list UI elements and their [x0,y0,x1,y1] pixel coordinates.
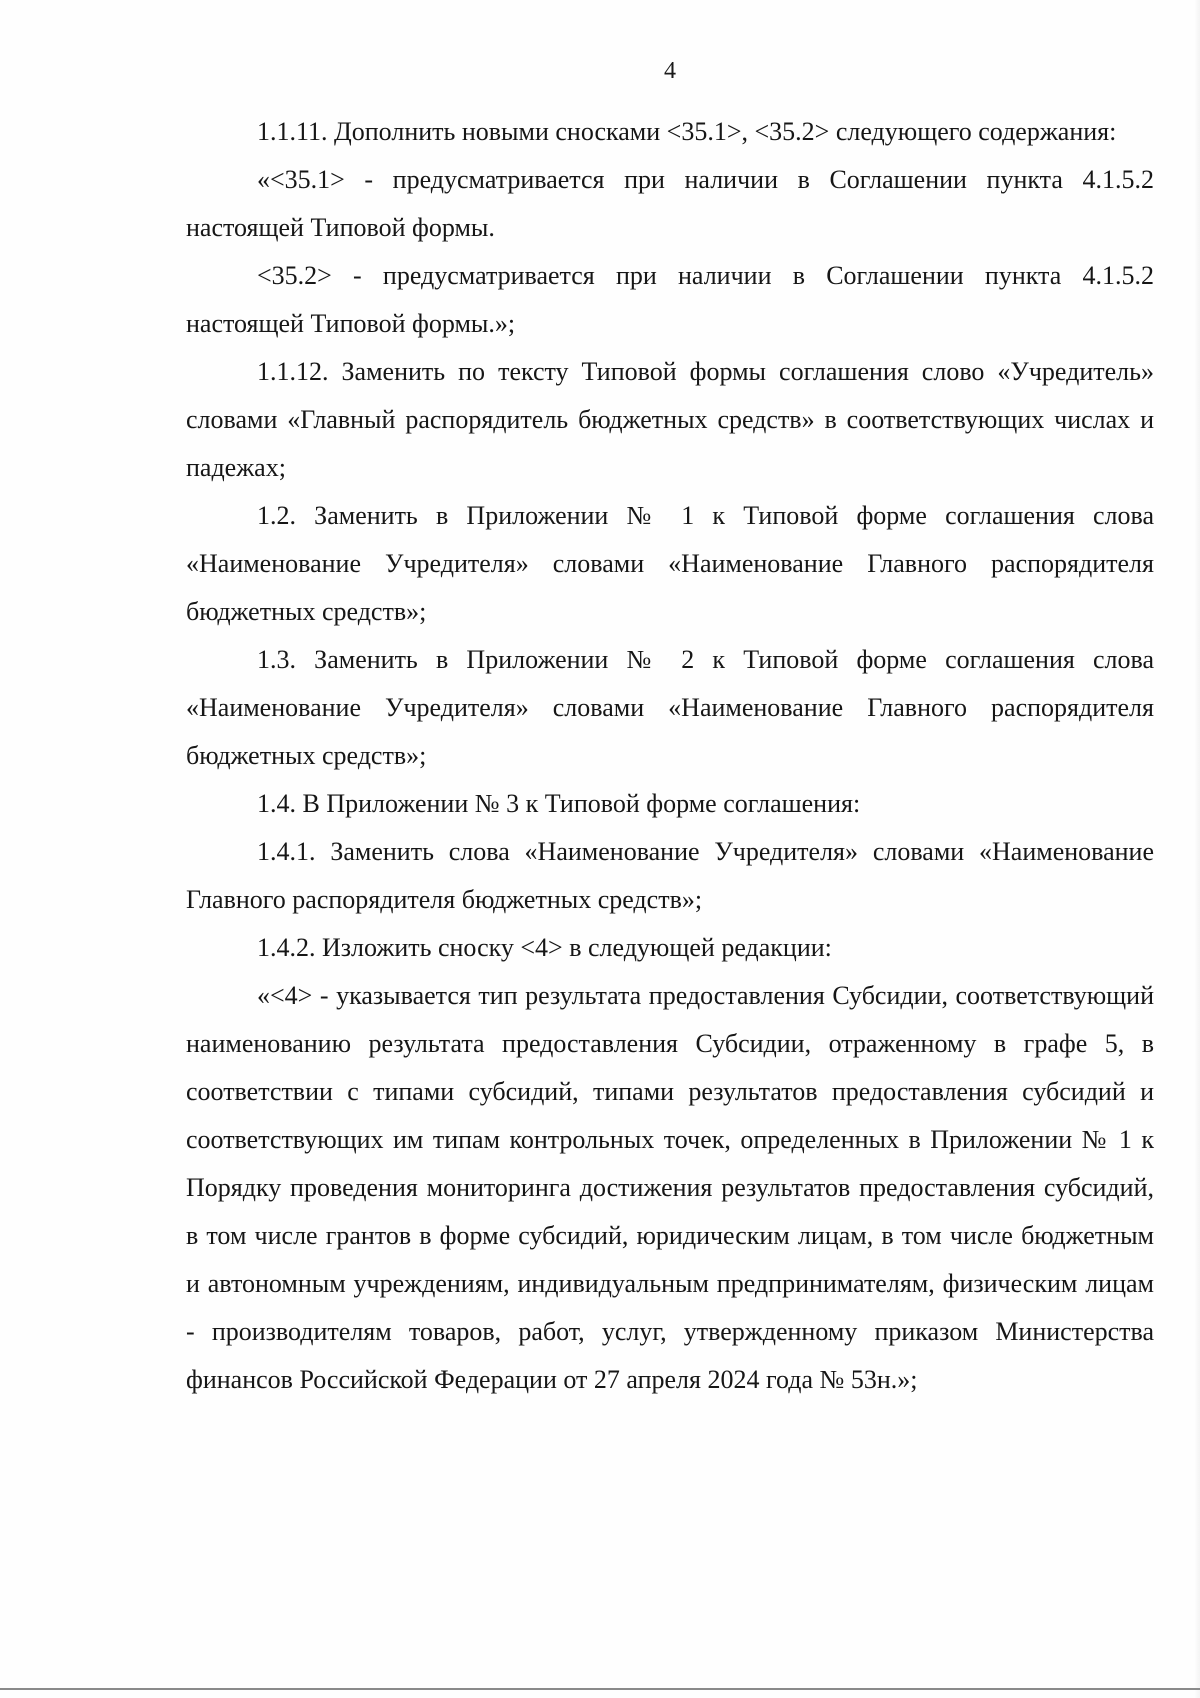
document-body [186,108,1154,1404]
paragraph-1-1-12: 1.1.12. Заменить по тексту Типовой формы соглашения слово «Учредитель» словами «Главный распорядитель бюджетных средств» в соответствующих числах и падежах; [186,357,1154,482]
paragraph-footnote-35-2: <35.2> - предусматривается при наличии в Соглашении пункта 4.1.5.2 настоящей Типовой формы.»; [186,261,1154,338]
paragraph-1-4: 1.4. В Приложении № 3 к Типовой форме соглашения: [257,789,861,818]
paragraph-1-1-11: 1.1.11. Дополнить новыми сносками <35.1>, <35.2> следующего содержания: [257,117,1117,146]
scan-edge-shadow [1194,0,1200,1698]
paragraph-1-4-1: 1.4.1. Заменить слова «Наименование Учредителя» словами «Наименование Главного распорядителя бюджетных средств»; [186,837,1154,914]
page-number: 4 [664,58,676,84]
paragraph-1-3: 1.3. Заменить в Приложении № 2 к Типовой форме соглашения слова «Наименование Учредителя» словами «Наименование Главного распорядителя бюджетных средств»; [186,645,1154,770]
paragraph-footnote-35-1: «<35.1> - предусматривается при наличии в Соглашении пункта 4.1.5.2 настоящей Типовой формы. [186,165,1154,242]
paragraph-footnote-4: «<4> - указывается тип результата предоставления Субсидии, соответствующий наименованию результата предоставления Субсидии, отраженному в графе 5, в соответствии с типами субсидий, типами результатов предоставления субсидий и соответствующих им типам контрольных точек, определенных в Приложении № 1 к Порядку проведения мониторинга достижения результатов предоставления субсидий, в том числе грантов в форме субсидий, юридическим лицам, в том числе бюджетным и автономным учреждениям, индивидуальным предпринимателям, физическим лицам - производителям товаров, работ, услуг, утвержденному приказом Министерства финансов Российской Федерации от 27 апреля 2024 года № 53н.»; [186,981,1154,1394]
paragraph-1-2: 1.2. Заменить в Приложении № 1 к Типовой форме соглашения слова «Наименование Учредителя» словами «Наименование Главного распорядителя бюджетных средств»; [186,501,1154,626]
scan-bottom-edge [0,1688,1200,1690]
paragraph-1-4-2: 1.4.2. Изложить сноску <4> в следующей редакции: [257,933,832,962]
